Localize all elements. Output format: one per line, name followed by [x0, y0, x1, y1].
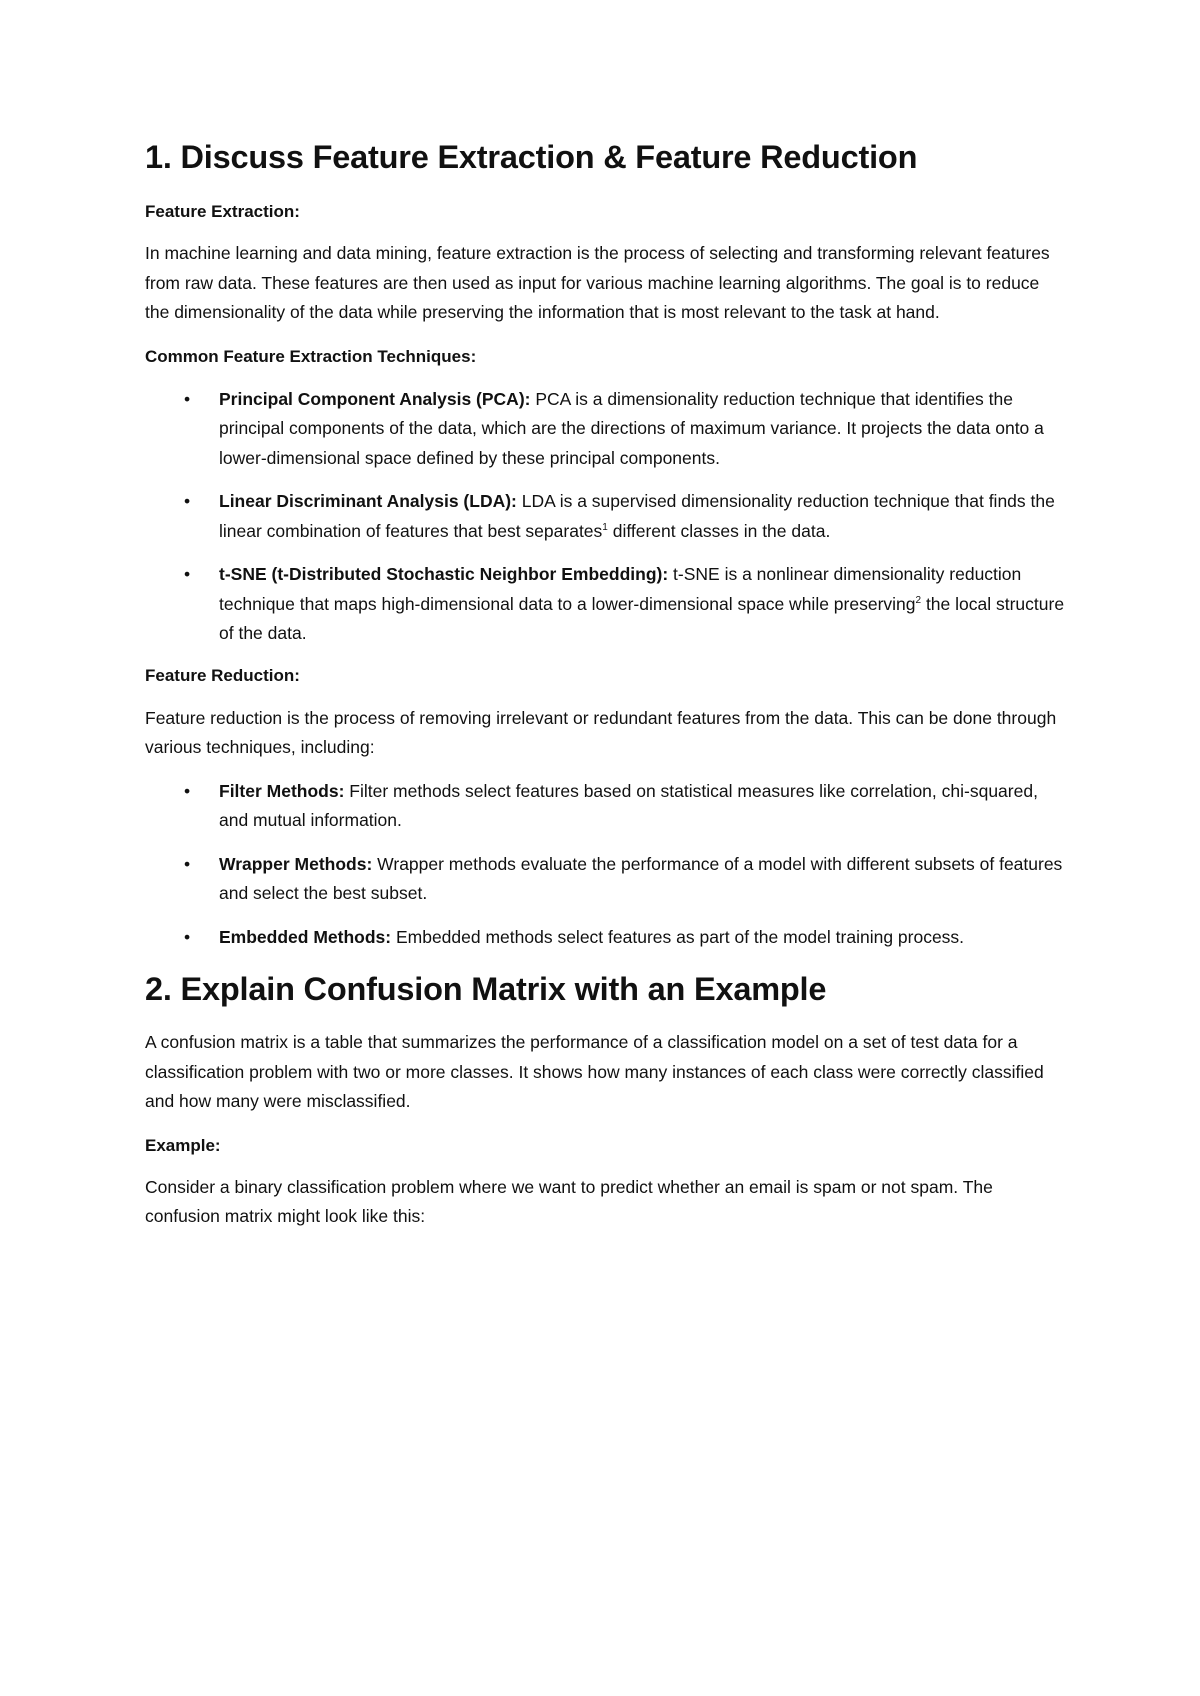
bullet-icon: •: [184, 853, 191, 874]
desc-pca: PCA is a dimensionality reduction technique that identifies the principal components of the data, which are the directions of maximum variance. It projects the data onto a lower-dimensional space defined by these principal components.: [219, 388, 1044, 468]
list-item-embedded: [145, 923, 1065, 953]
bullet-icon: •: [184, 780, 191, 801]
example-paragraph: Consider a binary classification problem where we want to predict whether an email is spam or not spam. The confusion matrix might look like this:: [145, 1176, 993, 1226]
footnote-ref-1[interactable]: 1: [602, 521, 608, 533]
bullet-icon: •: [184, 491, 191, 511]
list-item-tsne: [145, 560, 1065, 649]
desc-lda-after: different classes in the data.: [607, 520, 831, 541]
techniques-list: [145, 385, 1065, 649]
example-label: Example:: [145, 1135, 221, 1155]
desc-tsne-before: t-SNE is a nonlinear dimensionality reduction technique that maps high-dimensional data to a lower-dimensional space while preserving: [219, 564, 1022, 614]
list-item-filter: [145, 777, 1065, 836]
list-item-pca: [145, 385, 1065, 474]
desc-wrapper: Wrapper methods evaluate the performance of a model with different subsets of features and select the best subset.: [219, 853, 1063, 903]
term-lda: Linear Discriminant Analysis (LDA):: [219, 491, 517, 511]
document-page: [145, 138, 1065, 1232]
term-pca: Principal Component Analysis (PCA):: [219, 388, 531, 409]
feature-reduction-paragraph: Feature reduction is the process of removing irrelevant or redundant features from the data. This can be done through various techniques, including:: [145, 707, 1057, 757]
footnote-ref-2[interactable]: 2: [915, 594, 922, 606]
bullet-icon: •: [184, 564, 191, 584]
bullet-icon: •: [184, 388, 191, 409]
desc-filter: Filter methods select features based on statistical measures like correlation, chi-squared, and mutual information.: [219, 780, 1038, 830]
techniques-label: Common Feature Extraction Techniques:: [145, 346, 477, 366]
list-item-lda: [145, 487, 1065, 546]
section-1-heading: 1. Discuss Feature Extraction & Feature Reduction: [145, 139, 918, 175]
feature-extraction-label: Feature Extraction:: [145, 202, 300, 221]
term-filter: Filter Methods:: [219, 780, 345, 801]
desc-embedded: Embedded methods select features as part of the model training process.: [391, 926, 965, 947]
term-embedded: Embedded Methods:: [219, 926, 392, 947]
section-2-heading: 2. Explain Confusion Matrix with an Example: [145, 971, 827, 1007]
confusion-matrix-intro: A confusion matrix is a table that summarizes the performance of a classification model on a set of test data for a classification problem with two or more classes. It shows how many instances of each class were correctly classified and how many were misclassified.: [145, 1032, 1044, 1111]
term-wrapper: Wrapper Methods:: [219, 853, 373, 874]
feature-extraction-paragraph: In machine learning and data mining, feature extraction is the process of selecting and transforming relevant features from raw data. These features are then used as input for various machine learning algorithms. The goal is to reduce the dimensionality of the data while preserving the information that is most relevant to the task at hand.: [145, 243, 1050, 322]
desc-lda-before: LDA is a supervised dimensionality reduction technique that finds the linear combination of features that best separates: [219, 491, 1055, 541]
list-item-wrapper: [145, 850, 1065, 909]
methods-list: [145, 777, 1065, 953]
term-tsne: t-SNE (t-Distributed Stochastic Neighbor Embedding):: [219, 564, 669, 584]
bullet-icon: •: [184, 926, 191, 947]
desc-tsne-after: the local structure of the data.: [219, 593, 1065, 643]
feature-reduction-label: Feature Reduction:: [145, 665, 300, 685]
